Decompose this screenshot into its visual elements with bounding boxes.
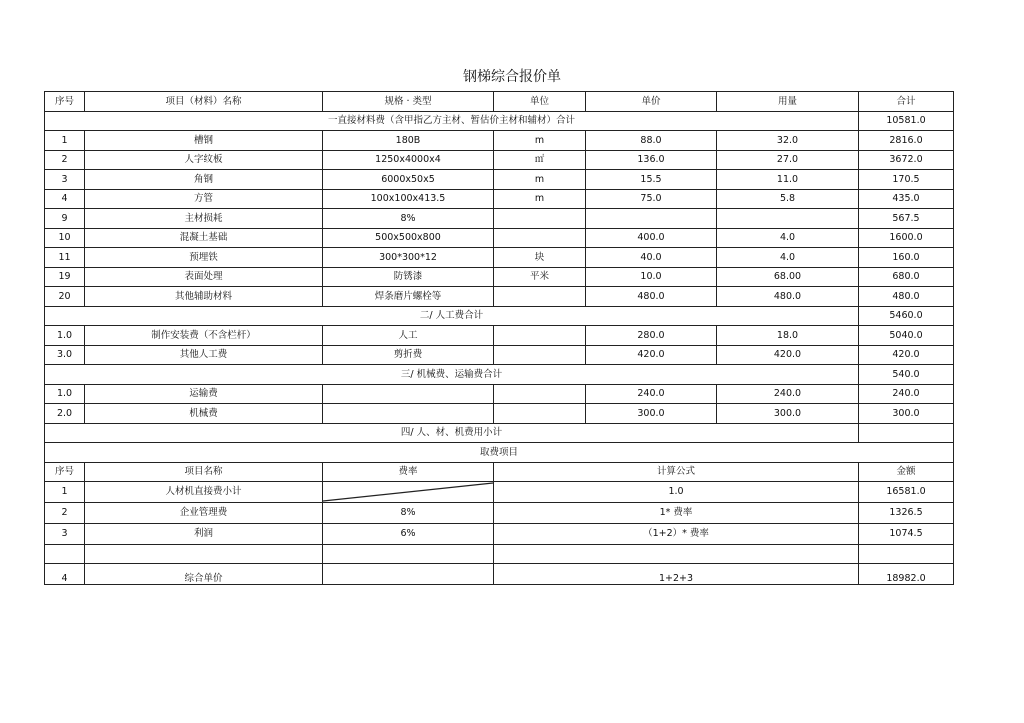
name-cell: 方管 bbox=[85, 189, 323, 209]
diagonal-line bbox=[323, 482, 493, 502]
header-index-cell: 序号 bbox=[45, 92, 85, 112]
quote-table bbox=[44, 91, 954, 585]
header-amount-cell: 金额 bbox=[859, 462, 954, 482]
index-cell: 2 bbox=[45, 503, 85, 524]
table-row bbox=[45, 503, 954, 524]
formula-cell: （1+2）* 费率 bbox=[494, 524, 859, 545]
amount-cell bbox=[859, 545, 954, 564]
fees-header-row bbox=[45, 462, 954, 482]
price-cell bbox=[586, 209, 717, 229]
qty-cell: 18.0 bbox=[717, 326, 859, 346]
rate-cell bbox=[323, 564, 494, 585]
index-cell: 4 bbox=[45, 189, 85, 209]
name-cell: 人材机直接费小计 bbox=[85, 482, 323, 503]
fees-title-row bbox=[45, 443, 954, 463]
price-cell: 75.0 bbox=[586, 189, 717, 209]
index-cell: 10 bbox=[45, 228, 85, 248]
total-cell: 435.0 bbox=[859, 189, 954, 209]
table-row bbox=[45, 384, 954, 404]
header-index-cell: 序号 bbox=[45, 462, 85, 482]
table-row bbox=[45, 131, 954, 151]
fees-title: 取费项目 bbox=[45, 443, 954, 463]
total-cell: 170.5 bbox=[859, 170, 954, 190]
unit-cell: 平米 bbox=[494, 267, 586, 287]
unit-cell bbox=[494, 287, 586, 307]
rate-cell: 8% bbox=[323, 503, 494, 524]
unit-cell: ㎡ bbox=[494, 150, 586, 170]
section-total: 5460.0 bbox=[859, 306, 954, 326]
header-name-cell: 项目（材料）名称 bbox=[85, 92, 323, 112]
index-cell: 2 bbox=[45, 150, 85, 170]
header-rate-cell: 费率 bbox=[323, 462, 494, 482]
qty-cell: 32.0 bbox=[717, 131, 859, 151]
unit-cell bbox=[494, 228, 586, 248]
price-cell: 40.0 bbox=[586, 248, 717, 268]
unit-cell: m bbox=[494, 131, 586, 151]
unit-cell bbox=[494, 404, 586, 424]
total-cell: 680.0 bbox=[859, 267, 954, 287]
header-qty-cell: 用量 bbox=[717, 92, 859, 112]
index-cell: 9 bbox=[45, 209, 85, 229]
name-cell: 运输费 bbox=[85, 384, 323, 404]
unit-cell: 块 bbox=[494, 248, 586, 268]
header-name-cell: 项目名称 bbox=[85, 462, 323, 482]
formula-cell: 1.0 bbox=[494, 482, 859, 503]
spec-cell: 剪折费 bbox=[323, 345, 494, 365]
spec-cell bbox=[323, 404, 494, 424]
name-cell bbox=[85, 545, 323, 564]
total-cell: 567.5 bbox=[859, 209, 954, 229]
index-cell: 11 bbox=[45, 248, 85, 268]
index-cell: 3 bbox=[45, 170, 85, 190]
amount-cell: 16581.0 bbox=[859, 482, 954, 503]
rate-cell: 6% bbox=[323, 524, 494, 545]
qty-cell: 240.0 bbox=[717, 384, 859, 404]
name-cell: 槽钢 bbox=[85, 131, 323, 151]
section-total: 10581.0 bbox=[859, 111, 954, 131]
name-cell: 预埋铁 bbox=[85, 248, 323, 268]
qty-cell bbox=[717, 209, 859, 229]
index-cell: 20 bbox=[45, 287, 85, 307]
spec-cell: 300*300*12 bbox=[323, 248, 494, 268]
table-row bbox=[45, 248, 954, 268]
name-cell: 其他辅助材料 bbox=[85, 287, 323, 307]
unit-cell: m bbox=[494, 189, 586, 209]
section-row bbox=[45, 423, 954, 443]
price-cell: 10.0 bbox=[586, 267, 717, 287]
name-cell: 机械费 bbox=[85, 404, 323, 424]
header-row bbox=[45, 92, 954, 112]
name-cell: 综合单价 bbox=[85, 564, 323, 585]
table-row bbox=[45, 267, 954, 287]
price-cell: 136.0 bbox=[586, 150, 717, 170]
name-cell: 混凝土基础 bbox=[85, 228, 323, 248]
name-cell: 制作安装费（不含栏杆） bbox=[85, 326, 323, 346]
qty-cell: 68.00 bbox=[717, 267, 859, 287]
table-row bbox=[45, 404, 954, 424]
name-cell: 其他人工费 bbox=[85, 345, 323, 365]
formula-cell: 1+2+3 bbox=[494, 564, 859, 585]
formula-cell bbox=[494, 545, 859, 564]
spec-cell bbox=[323, 384, 494, 404]
spec-cell: 500x500x800 bbox=[323, 228, 494, 248]
qty-cell: 420.0 bbox=[717, 345, 859, 365]
total-cell: 300.0 bbox=[859, 404, 954, 424]
index-cell: 1 bbox=[45, 131, 85, 151]
table-row bbox=[45, 524, 954, 545]
qty-cell: 11.0 bbox=[717, 170, 859, 190]
price-cell: 280.0 bbox=[586, 326, 717, 346]
index-cell: 1.0 bbox=[45, 384, 85, 404]
index-cell: 4 bbox=[45, 564, 85, 585]
unit-cell bbox=[494, 384, 586, 404]
table-row bbox=[45, 287, 954, 307]
spec-cell: 焊条磨片螺栓等 bbox=[323, 287, 494, 307]
spec-cell: 8% bbox=[323, 209, 494, 229]
section-label: 三/ 机械费、运输费合计 bbox=[45, 365, 859, 385]
index-cell: 19 bbox=[45, 267, 85, 287]
section-label: 二/ 人工费合计 bbox=[45, 306, 859, 326]
final-row bbox=[45, 564, 954, 585]
sheet-title: 钢梯综合报价单 bbox=[463, 69, 561, 85]
header-spec-cell: 规格 · 类型 bbox=[323, 92, 494, 112]
section-label: 四/ 人、材、机费用小计 bbox=[45, 423, 859, 443]
total-cell: 160.0 bbox=[859, 248, 954, 268]
blank-row bbox=[45, 545, 954, 564]
spec-cell: 6000x50x5 bbox=[323, 170, 494, 190]
qty-cell: 27.0 bbox=[717, 150, 859, 170]
unit-cell bbox=[494, 345, 586, 365]
qty-cell: 480.0 bbox=[717, 287, 859, 307]
table-row bbox=[45, 228, 954, 248]
spec-cell: 100x100x413.5 bbox=[323, 189, 494, 209]
qty-cell: 4.0 bbox=[717, 248, 859, 268]
section-total bbox=[859, 423, 954, 443]
amount-cell: 1074.5 bbox=[859, 524, 954, 545]
total-cell: 1600.0 bbox=[859, 228, 954, 248]
price-cell: 300.0 bbox=[586, 404, 717, 424]
spec-cell: 防锈漆 bbox=[323, 267, 494, 287]
price-cell: 88.0 bbox=[586, 131, 717, 151]
table-row bbox=[45, 482, 954, 503]
index-cell: 1.0 bbox=[45, 326, 85, 346]
section-label: 一直接材料费（含甲指乙方主材、暂估价主材和辅材）合计 bbox=[45, 111, 859, 131]
total-cell: 2816.0 bbox=[859, 131, 954, 151]
table-row bbox=[45, 326, 954, 346]
total-cell: 240.0 bbox=[859, 384, 954, 404]
price-cell: 15.5 bbox=[586, 170, 717, 190]
amount-cell: 1326.5 bbox=[859, 503, 954, 524]
table-row bbox=[45, 345, 954, 365]
index-cell: 1 bbox=[45, 482, 85, 503]
unit-cell: m bbox=[494, 170, 586, 190]
spec-cell: 人工 bbox=[323, 326, 494, 346]
index-cell: 3.0 bbox=[45, 345, 85, 365]
price-cell: 480.0 bbox=[586, 287, 717, 307]
unit-cell bbox=[494, 326, 586, 346]
total-cell: 3672.0 bbox=[859, 150, 954, 170]
total-cell: 480.0 bbox=[859, 287, 954, 307]
total-cell: 420.0 bbox=[859, 345, 954, 365]
section-row bbox=[45, 111, 954, 131]
table-row bbox=[45, 189, 954, 209]
qty-cell: 5.8 bbox=[717, 189, 859, 209]
table-row bbox=[45, 150, 954, 170]
section-row bbox=[45, 365, 954, 385]
table-row bbox=[45, 170, 954, 190]
unit-cell bbox=[494, 209, 586, 229]
header-unit-cell: 单位 bbox=[494, 92, 586, 112]
formula-cell: 1* 费率 bbox=[494, 503, 859, 524]
section-total: 540.0 bbox=[859, 365, 954, 385]
rate-cell bbox=[323, 482, 494, 503]
name-cell: 企业管理费 bbox=[85, 503, 323, 524]
qty-cell: 300.0 bbox=[717, 404, 859, 424]
index-cell: 3 bbox=[45, 524, 85, 545]
name-cell: 角钢 bbox=[85, 170, 323, 190]
header-price-cell: 单价 bbox=[586, 92, 717, 112]
index-cell: 2.0 bbox=[45, 404, 85, 424]
rate-cell bbox=[323, 545, 494, 564]
name-cell: 表面处理 bbox=[85, 267, 323, 287]
amount-cell: 18982.0 bbox=[859, 564, 954, 585]
section-row bbox=[45, 306, 954, 326]
header-formula-cell: 计算公式 bbox=[494, 462, 859, 482]
name-cell: 人字纹板 bbox=[85, 150, 323, 170]
name-cell: 利润 bbox=[85, 524, 323, 545]
spec-cell: 180B bbox=[323, 131, 494, 151]
header-total-cell: 合计 bbox=[859, 92, 954, 112]
price-cell: 420.0 bbox=[586, 345, 717, 365]
price-cell: 400.0 bbox=[586, 228, 717, 248]
qty-cell: 4.0 bbox=[717, 228, 859, 248]
price-cell: 240.0 bbox=[586, 384, 717, 404]
table-row bbox=[45, 209, 954, 229]
total-cell: 5040.0 bbox=[859, 326, 954, 346]
index-cell bbox=[45, 545, 85, 564]
spec-cell: 1250x4000x4 bbox=[323, 150, 494, 170]
name-cell: 主材损耗 bbox=[85, 209, 323, 229]
